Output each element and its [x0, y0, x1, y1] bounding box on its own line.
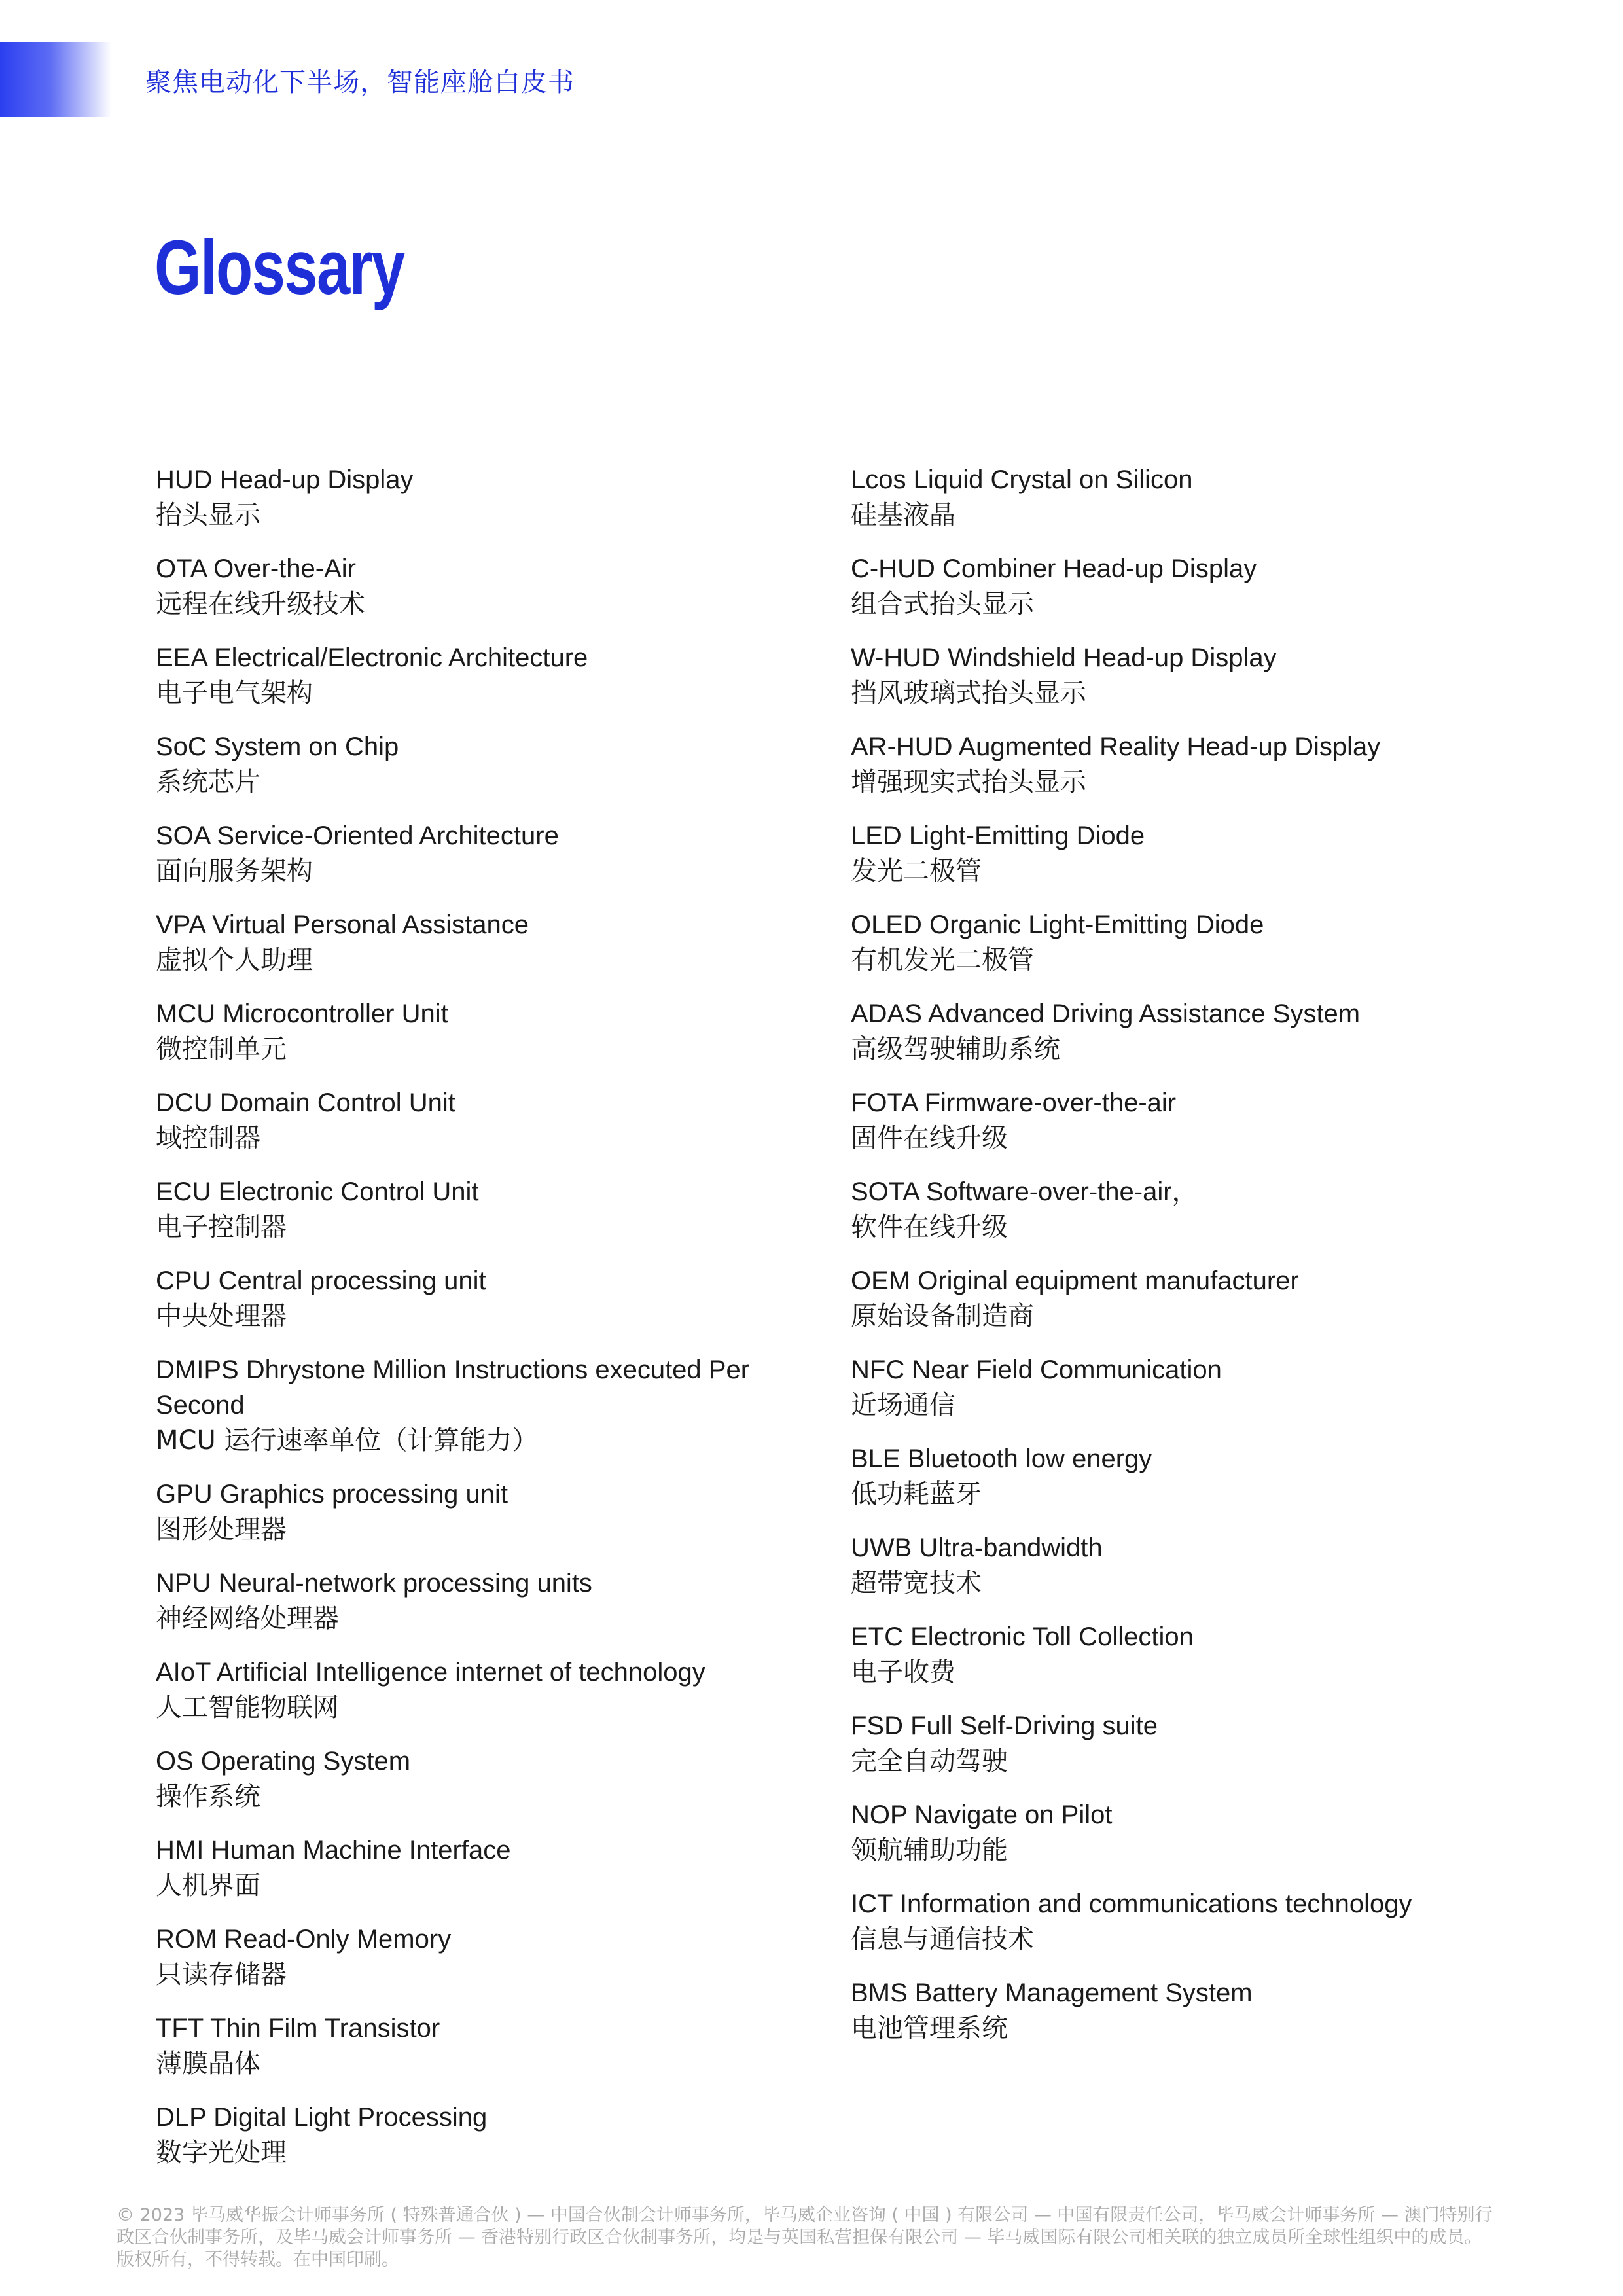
glossary-entry	[851, 1352, 1479, 1423]
glossary-term-chinese: 超带宽技术	[851, 1568, 982, 1598]
glossary-entry	[851, 818, 1479, 889]
glossary-term-chinese: 虚拟个人助理	[156, 945, 313, 975]
glossary-term-english: BLE Bluetooth low energy	[851, 1444, 1152, 1473]
glossary-term-chinese: 域控制器	[156, 1123, 260, 1153]
page-title: Glossary	[154, 224, 404, 311]
header-title: 聚焦电动化下半场，智能座舱白皮书	[145, 67, 575, 98]
glossary-entry	[851, 1174, 1479, 1245]
glossary-term-chinese: 中央处理器	[156, 1301, 287, 1331]
glossary-entry	[851, 907, 1479, 978]
glossary-entry	[156, 1566, 751, 1636]
glossary-entry	[156, 1477, 751, 1547]
glossary-term-chinese: 微控制单元	[156, 1034, 287, 1064]
glossary-entry	[851, 1797, 1479, 1868]
glossary-term-chinese: 数字光处理	[156, 2138, 287, 2168]
glossary-entry	[851, 729, 1479, 800]
copyright-footer: © 2023 毕马威华振会计师事务所 ( 特殊普通合伙 ) — 中国合伙制会计师事务所，毕马威企业咨询 ( 中国 ) 有限公司 — 中国有限责任公司，毕马威会计师事务所 — 澳门特别行政区合伙制事务所，及毕马威会计师事务所 — 香港特别行政区合伙制事务所，均是与英国私营担保有限公司 — 毕马威国际有限公司相关联的独立成员所全球性组织中的成员。版权所有，不得转载。在中国印刷。	[116, 2205, 1493, 2270]
glossary-entry	[156, 1833, 751, 1903]
glossary-term-chinese: 有机发光二极管	[851, 945, 1034, 975]
glossary-term-chinese: 挡风玻璃式抬头显示	[851, 678, 1086, 708]
glossary-term-english: CPU Central processing unit	[156, 1266, 486, 1295]
header-accent-bar	[0, 42, 111, 117]
glossary-term-english: Lcos Liquid Crystal on Silicon	[851, 465, 1193, 494]
glossary-term-english: W-HUD Windshield Head-up Display	[851, 643, 1277, 672]
glossary-entry	[851, 1263, 1479, 1334]
glossary-entry	[851, 1619, 1479, 1690]
glossary-term-chinese: 操作系统	[156, 1782, 260, 1812]
glossary-term-english: BMS Battery Management System	[851, 1979, 1253, 2007]
glossary-entry	[156, 551, 751, 622]
glossary-entry	[156, 1085, 751, 1156]
glossary-right-column	[851, 462, 1479, 2064]
glossary-term-chinese: 人工智能物联网	[156, 1693, 339, 1723]
glossary-entry	[851, 551, 1479, 622]
glossary-entry	[851, 1975, 1479, 2046]
glossary-term-english: AR-HUD Augmented Reality Head-up Display	[851, 732, 1381, 761]
glossary-term-english: SoC System on Chip	[156, 732, 399, 761]
glossary-term-english: ETC Electronic Toll Collection	[851, 1623, 1194, 1651]
glossary-term-chinese: 增强现实式抬头显示	[851, 767, 1086, 797]
glossary-left-column	[156, 462, 751, 2189]
glossary-term-english: ROM Read-Only Memory	[156, 1925, 452, 1954]
glossary-term-chinese: 电子收费	[851, 1657, 955, 1687]
glossary-entry	[851, 462, 1479, 533]
glossary-entry	[851, 640, 1479, 711]
glossary-term-chinese: 发光二极管	[851, 856, 982, 886]
glossary-term-english: GPU Graphics processing unit	[156, 1480, 508, 1509]
glossary-term-english: VPA Virtual Personal Assistance	[156, 910, 529, 939]
glossary-term-english: UWB Ultra-bandwidth	[851, 1534, 1103, 1562]
glossary-term-english: ICT Information and communications technology	[851, 1890, 1412, 1918]
glossary-term-english: FSD Full Self-Driving suite	[851, 1712, 1158, 1740]
glossary-term-english: LED Light-Emitting Diode	[851, 821, 1145, 850]
glossary-term-english: HUD Head-up Display	[156, 465, 414, 494]
glossary-term-chinese: 薄膜晶体	[156, 2049, 260, 2079]
glossary-term-english: OTA Over-the-Air	[156, 554, 356, 583]
glossary-entry	[156, 1655, 751, 1725]
glossary-entry	[156, 640, 751, 711]
glossary-term-english: OLED Organic Light-Emitting Diode	[851, 910, 1264, 939]
glossary-term-english: DCU Domain Control Unit	[156, 1088, 455, 1117]
glossary-term-chinese: 电子控制器	[156, 1212, 287, 1242]
glossary-entry	[156, 818, 751, 889]
glossary-term-chinese: 领航辅助功能	[851, 1835, 1008, 1865]
glossary-term-chinese: 抬头显示	[156, 500, 260, 530]
glossary-entry	[156, 907, 751, 978]
glossary-term-english: SOTA Software-over-the-air，	[851, 1177, 1198, 1206]
glossary-term-english: ADAS Advanced Driving Assistance System	[851, 999, 1361, 1028]
glossary-term-chinese: 神经网络处理器	[156, 1604, 339, 1634]
glossary-term-english: MCU Microcontroller Unit	[156, 999, 448, 1028]
glossary-entry	[156, 996, 751, 1067]
glossary-term-chinese: MCU 运行速率单位（计算能力）	[156, 1426, 539, 1456]
glossary-term-english: TFT Thin Film Transistor	[156, 2014, 440, 2043]
glossary-term-english: SOA Service-Oriented Architecture	[156, 821, 559, 850]
glossary-term-english: OS Operating System	[156, 1747, 411, 1776]
glossary-term-chinese: 系统芯片	[156, 767, 260, 797]
glossary-term-english: EEA Electrical/Electronic Architecture	[156, 643, 588, 672]
glossary-entry	[851, 1708, 1479, 1779]
glossary-entry	[156, 2011, 751, 2081]
glossary-term-english: NOP Navigate on Pilot	[851, 1801, 1113, 1829]
glossary-term-chinese: 软件在线升级	[851, 1212, 1008, 1242]
glossary-term-chinese: 硅基液晶	[851, 500, 955, 530]
glossary-term-chinese: 原始设备制造商	[851, 1301, 1034, 1331]
glossary-term-chinese: 图形处理器	[156, 1515, 287, 1545]
glossary-entry	[851, 1886, 1479, 1957]
glossary-entry	[851, 996, 1479, 1067]
glossary-term-english: FOTA Firmware-over-the-air	[851, 1088, 1177, 1117]
glossary-entry	[851, 1530, 1479, 1601]
glossary-term-english: DLP Digital Light Processing	[156, 2103, 488, 2132]
glossary-term-chinese: 只读存储器	[156, 1960, 287, 1990]
glossary-term-english: C-HUD Combiner Head-up Display	[851, 554, 1257, 583]
glossary-term-chinese: 完全自动驾驶	[851, 1746, 1008, 1776]
glossary-term-chinese: 组合式抬头显示	[851, 589, 1034, 619]
glossary-term-english: HMI Human Machine Interface	[156, 1836, 511, 1865]
glossary-entry	[156, 2100, 751, 2170]
glossary-term-chinese: 人机界面	[156, 1871, 260, 1901]
glossary-entry	[156, 1922, 751, 1992]
glossary-entry	[156, 1744, 751, 1814]
glossary-term-english: AIoT Artificial Intelligence internet of technology	[156, 1658, 705, 1687]
glossary-term-chinese: 高级驾驶辅助系统	[851, 1034, 1060, 1064]
glossary-term-chinese: 近场通信	[851, 1390, 955, 1420]
glossary-entry	[851, 1441, 1479, 1512]
glossary-term-chinese: 固件在线升级	[851, 1123, 1008, 1153]
glossary-entry	[156, 462, 751, 533]
glossary-term-english: DMIPS Dhrystone Million Instructions executed Per Second	[156, 1355, 750, 1420]
glossary-term-chinese: 电池管理系统	[851, 2013, 1008, 2043]
glossary-term-english: NPU Neural-network processing units	[156, 1569, 592, 1598]
glossary-term-chinese: 面向服务架构	[156, 856, 313, 886]
glossary-entry	[156, 1352, 751, 1458]
glossary-term-chinese: 信息与通信技术	[851, 1924, 1034, 1954]
glossary-term-chinese: 低功耗蓝牙	[851, 1479, 982, 1509]
glossary-entry	[156, 1263, 751, 1334]
glossary-entry	[156, 1174, 751, 1245]
glossary-term-chinese: 远程在线升级技术	[156, 589, 365, 619]
glossary-term-chinese: 电子电气架构	[156, 678, 313, 708]
glossary-term-english: ECU Electronic Control Unit	[156, 1177, 479, 1206]
glossary-term-english: OEM Original equipment manufacturer	[851, 1266, 1299, 1295]
glossary-term-english: NFC Near Field Communication	[851, 1355, 1222, 1384]
glossary-entry	[851, 1085, 1479, 1156]
glossary-entry	[156, 729, 751, 800]
